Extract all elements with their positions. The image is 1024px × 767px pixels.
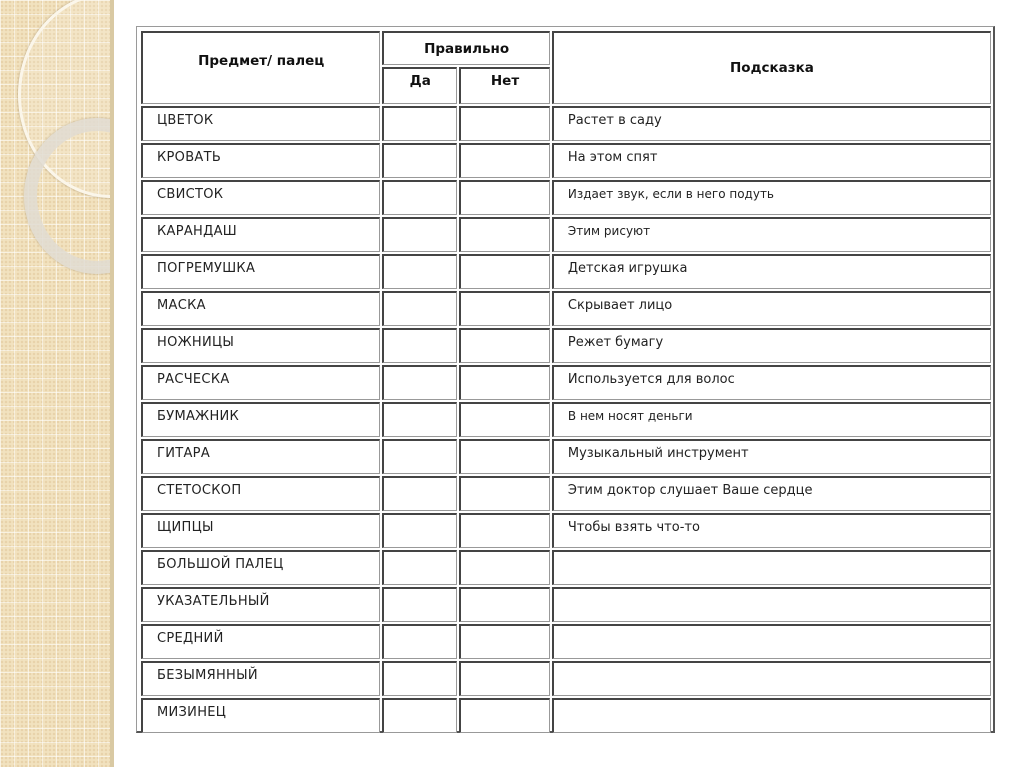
cell-no[interactable] — [459, 143, 550, 178]
cell-yes[interactable] — [382, 624, 457, 659]
table-body — [141, 106, 991, 733]
cell-no[interactable] — [459, 476, 550, 511]
quiz-table — [139, 29, 993, 735]
table-row — [141, 217, 991, 252]
cell-yes[interactable] — [382, 365, 457, 400]
table-row — [141, 106, 991, 141]
cell-no[interactable] — [459, 661, 550, 696]
cell-subject: МАСКА — [141, 291, 380, 326]
cell-hint: Растет в саду — [552, 106, 991, 141]
cell-yes[interactable] — [382, 513, 457, 548]
quiz-table-frame — [136, 26, 995, 733]
cell-hint: Детская игрушка — [552, 254, 991, 289]
cell-no[interactable] — [459, 439, 550, 474]
cell-hint — [552, 661, 991, 696]
table-row — [141, 698, 991, 733]
cell-no[interactable] — [459, 550, 550, 585]
cell-subject: КАРАНДАШ — [141, 217, 380, 252]
cell-no[interactable] — [459, 217, 550, 252]
table-row — [141, 254, 991, 289]
cell-subject: БУМАЖНИК — [141, 402, 380, 437]
cell-hint: Этим доктор слушает Ваше сердце — [552, 476, 991, 511]
cell-hint: Издает звук, если в него подуть — [552, 180, 991, 215]
cell-no[interactable] — [459, 254, 550, 289]
decorative-side-panel — [0, 0, 110, 767]
cell-yes[interactable] — [382, 439, 457, 474]
table-row — [141, 365, 991, 400]
cell-hint — [552, 587, 991, 622]
cell-hint: Скрывает лицо — [552, 291, 991, 326]
table-row — [141, 587, 991, 622]
cell-subject: УКАЗАТЕЛЬНЫЙ — [141, 587, 380, 622]
cell-yes[interactable] — [382, 476, 457, 511]
table-row — [141, 180, 991, 215]
header-correct: Правильно — [382, 31, 550, 65]
cell-yes[interactable] — [382, 291, 457, 326]
cell-no[interactable] — [459, 365, 550, 400]
cell-yes[interactable] — [382, 180, 457, 215]
cell-subject: НОЖНИЦЫ — [141, 328, 380, 363]
cell-hint: Чтобы взять что-то — [552, 513, 991, 548]
cell-subject: МИЗИНЕЦ — [141, 698, 380, 733]
table-row — [141, 143, 991, 178]
cell-yes[interactable] — [382, 402, 457, 437]
table-row — [141, 439, 991, 474]
table-row — [141, 402, 991, 437]
cell-no[interactable] — [459, 587, 550, 622]
cell-yes[interactable] — [382, 254, 457, 289]
cell-subject: БЕЗЫМЯННЫЙ — [141, 661, 380, 696]
cell-no[interactable] — [459, 180, 550, 215]
cell-subject: БОЛЬШОЙ ПАЛЕЦ — [141, 550, 380, 585]
table-row — [141, 513, 991, 548]
header-subject: Предмет/ палец — [141, 31, 380, 104]
cell-yes[interactable] — [382, 328, 457, 363]
table-row — [141, 550, 991, 585]
cell-hint: Используется для волос — [552, 365, 991, 400]
cell-no[interactable] — [459, 513, 550, 548]
cell-subject: СРЕДНИЙ — [141, 624, 380, 659]
cell-subject: ПОГРЕМУШКА — [141, 254, 380, 289]
table-row — [141, 328, 991, 363]
header-no: Нет — [459, 67, 550, 104]
cell-subject: РАСЧЕСКА — [141, 365, 380, 400]
cell-hint: Режет бумагу — [552, 328, 991, 363]
table-row — [141, 476, 991, 511]
cell-no[interactable] — [459, 291, 550, 326]
cell-no[interactable] — [459, 106, 550, 141]
cell-hint — [552, 550, 991, 585]
table-row — [141, 661, 991, 696]
cell-no[interactable] — [459, 698, 550, 733]
cell-subject: ЦВЕТОК — [141, 106, 380, 141]
cell-yes[interactable] — [382, 143, 457, 178]
cell-hint: В нем носят деньги — [552, 402, 991, 437]
cell-yes[interactable] — [382, 217, 457, 252]
cell-no[interactable] — [459, 624, 550, 659]
cell-hint — [552, 698, 991, 733]
cell-subject: ГИТАРА — [141, 439, 380, 474]
cell-subject: ЩИПЦЫ — [141, 513, 380, 548]
cell-subject: КРОВАТЬ — [141, 143, 380, 178]
cell-yes[interactable] — [382, 587, 457, 622]
side-panel-edge — [110, 0, 114, 767]
cell-no[interactable] — [459, 328, 550, 363]
table-row — [141, 624, 991, 659]
cell-subject: СТЕТОСКОП — [141, 476, 380, 511]
cell-hint — [552, 624, 991, 659]
header-hint: Подсказка — [552, 31, 991, 104]
cell-hint: Этим рисуют — [552, 217, 991, 252]
cell-hint: На этом спят — [552, 143, 991, 178]
cell-yes[interactable] — [382, 661, 457, 696]
header-yes: Да — [382, 67, 457, 104]
cell-hint: Музыкальный инструмент — [552, 439, 991, 474]
cell-yes[interactable] — [382, 106, 457, 141]
cell-subject: СВИСТОК — [141, 180, 380, 215]
table-row — [141, 291, 991, 326]
cell-yes[interactable] — [382, 698, 457, 733]
cell-yes[interactable] — [382, 550, 457, 585]
cell-no[interactable] — [459, 402, 550, 437]
